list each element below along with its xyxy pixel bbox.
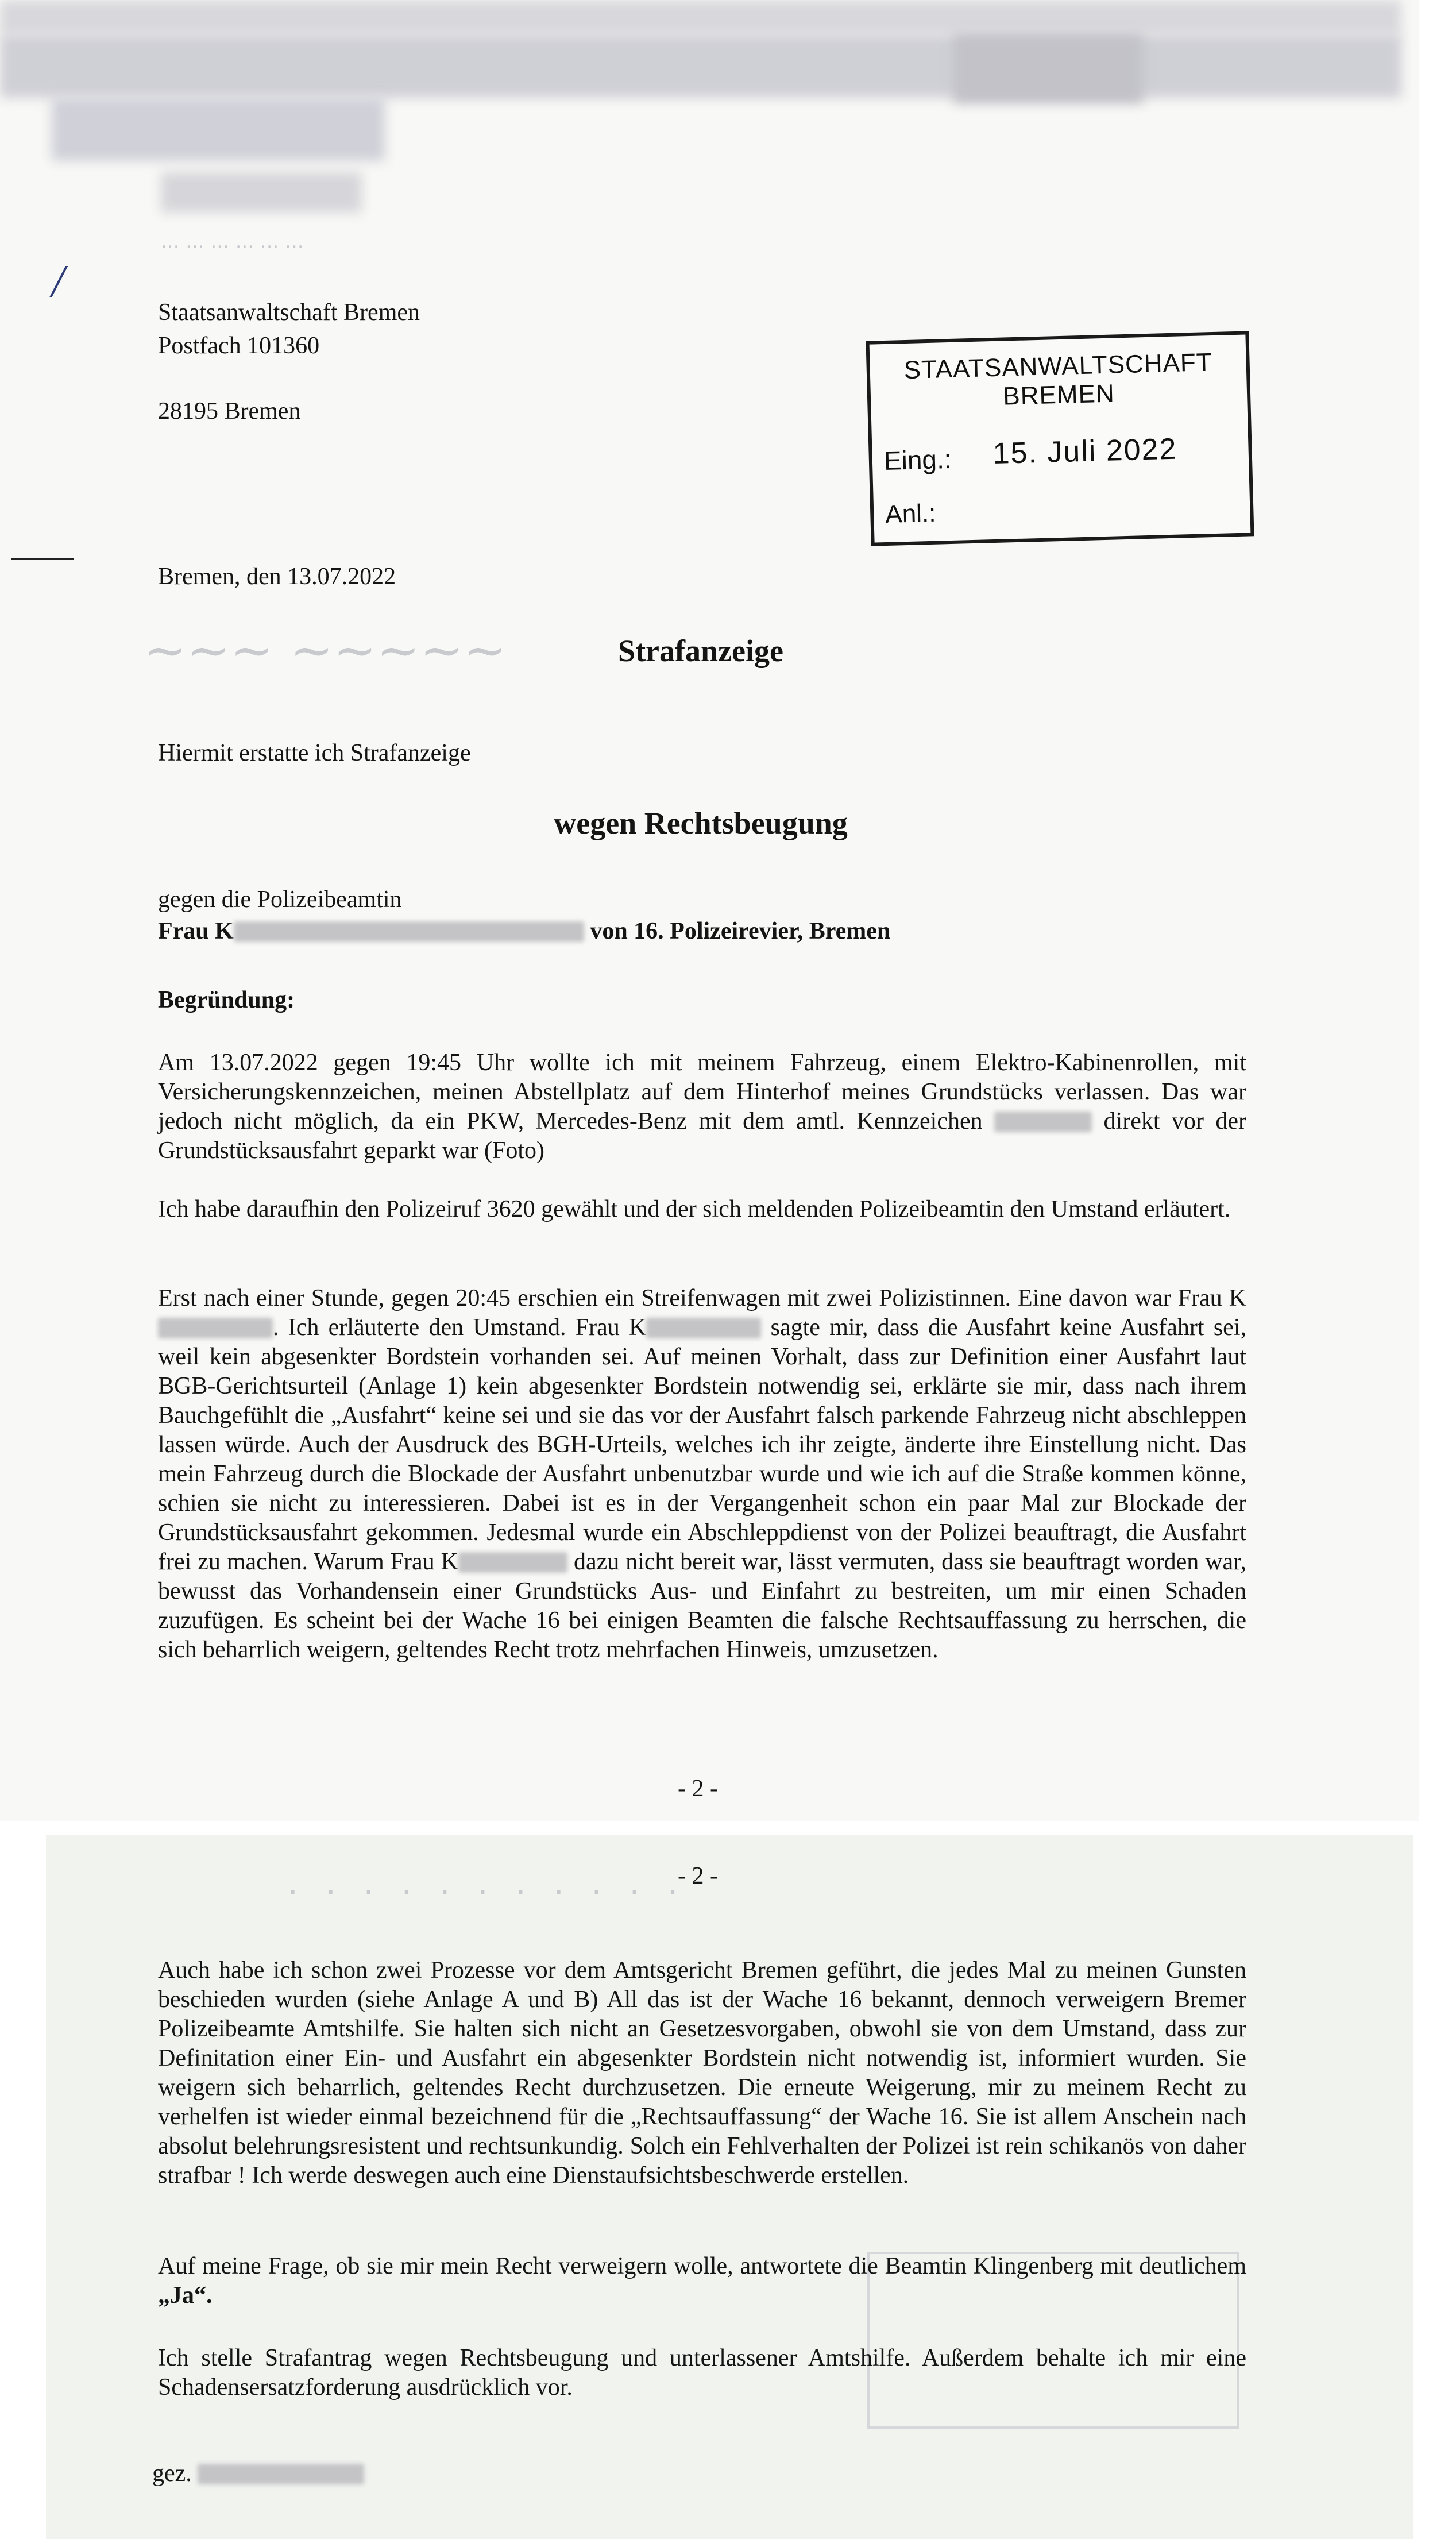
paragraph-police-call-text: Ich habe daraufhin den Polizeiruf 3620 gewählt und der sich meldenden Polizeibeamtin den Umstand erläutert.	[158, 1196, 1231, 1222]
page-number: - 2 -	[678, 1776, 718, 1802]
letter-page-2	[46, 1835, 1413, 2539]
paragraph-incident	[158, 1048, 1246, 1166]
against-line: gegen die Polizeibeamtin	[158, 886, 402, 913]
bleed-through-text: · · · · · · · · · · ·	[287, 1873, 686, 1913]
redacted-sender-contact	[953, 34, 1143, 103]
paragraph-police-call	[158, 1195, 1246, 1224]
paragraph-events-text-4: dazu nicht bereit war, lässt vermuten, dass sie beauftragt worden war, bewusst das Vorhandensein einer Grundstücks Aus- und Einfahrt zu bestreiten, um mir einen Schaden zuzufügen. Es scheint bei der Wache 16 bei einigen Beamten die falsche Rechtsauffassung zu herrschen, die sich beharrlich weigern, geltendes Recht trotz mehrfachen Hinweis, umzusetzen.	[158, 1549, 1246, 1663]
officer-suffix: von 16. Polizeirevier, Bremen	[590, 918, 891, 944]
stamp-attachments-label: Anl.:	[885, 499, 937, 528]
paragraph-prior-cases	[158, 1956, 1246, 2190]
recipient-name: Staatsanwaltschaft Bremen	[158, 299, 420, 326]
bleed-through-text: ··· ··· ··· ··· ··· ···	[161, 236, 304, 258]
redacted-license-plate	[994, 1112, 1092, 1132]
redacted-header-band	[0, 34, 1401, 98]
redacted-sender-block	[52, 98, 385, 161]
recipient-city: 28195 Bremen	[158, 398, 301, 425]
pen-mark: /	[52, 256, 65, 307]
officer-prefix: Frau K	[158, 918, 234, 944]
redacted-officer-name	[646, 1318, 761, 1338]
redacted-header-band	[0, 0, 1401, 34]
recipient-postbox: Postfach 101360	[158, 333, 320, 359]
stamp-received-date: 15. Juli 2022	[992, 432, 1178, 471]
paragraph-incident-text: Am 13.07.2022 gegen 19:45 Uhr wollte ich mit meinem Fahrzeug, einem Elektro-Kabinenrollen, mit Versicherungskennzeichen, meinen Abstellplatz auf dem Hinterhof meines Grundstücks verlassen. Das war jedoch nicht möglich, da ein PKW, Mercedes-Benz mit dem amtl. Kennzeichen	[158, 1049, 1246, 1135]
redacted-officer-name	[158, 1318, 273, 1338]
paragraph-events-text-2: . Ich erläuterte den Umstand. Frau K	[273, 1314, 647, 1341]
signature-line	[152, 2459, 364, 2489]
redacted-officer-name	[234, 921, 584, 942]
paragraph-prior-cases-text: Auch habe ich schon zwei Prozesse vor dem Amtsgericht Bremen geführt, die jedes Mal zu meinen Gunsten beschieden wurden (siehe Anlage A und B) All das ist der Wache 16 bekannt, dennoch verweigern Bremer Polizeibeamte Amtshilfe. Sie halten sich nicht an Gesetzesvorgaben, obwohl sie von dem Umstand, dass zur Definitation einer Ein- und Ausfahrt ein abgesenkter Bordstein nicht notwendig ist, informiert wurden. Sie weigern sich beharrlich, geltendes Recht durchzusetzen. Die erneute Weigerung, mir zu meinem Recht zu verhelfen ist wieder einmal bezeichnend für die „Rechtsauffassung“ der Wache 16. Sie ist allem Anschein nach absolut belehrungsresistent und rechtsunkundig. Solch ein Fehlverhalten der Polizei ist rein schikanös von daher strafbar ! Ich werde deswegen auch eine Dienstaufsichtsbeschwerde erstellen.	[158, 1957, 1246, 2189]
paragraph-question-text: Auf meine Frage, ob sie mir mein Recht verweigern wolle, antwortete die Beamtin Klingenberg mit deutlichem	[158, 2253, 1246, 2279]
redacted-sender-line	[161, 172, 362, 213]
paragraph-events	[158, 1284, 1246, 1665]
answer-ja: „Ja“.	[158, 2282, 213, 2309]
page-number: - 2 -	[678, 1863, 718, 1889]
reason-heading: Begründung:	[158, 987, 295, 1013]
letter-date: Bremen, den 13.07.2022	[158, 564, 396, 590]
redacted-signature-name	[198, 2464, 364, 2484]
document-title: Strafanzeige	[618, 634, 783, 668]
fold-mark	[11, 558, 74, 560]
paragraph-events-text-3: sagte mir, dass die Ausfahrt keine Ausfahrt sei, weil kein abgesenkter Bordstein vorhanden sei. Auf meinen Vorhalt, dass zur Definition einer Ausfahrt laut BGB-Gerichtsurteil (Anlage 1) kein abgesenkter Bordstein notwendig sei, erklärte sie mir, dass nach ihrem Bauchgefühlt die „Ausfahrt“ keine sei und sie das vor der Ausfahrt falsch parkende Fahrzeug nicht abschleppen lassen würde. Auch der Ausdruck des BGH-Urteils, welches ich ihr zeigte, änderte ihre Einstellung nicht. Das mein Fahrzeug durch die Blockade der Ausfahrt unbenutzbar wurde und wie ich auf die Straße kommen könne, schien sie nicht zu interessieren. Dabei ist es in der Vergangenheit schon ein paar Mal zur Blockade der Grundstücksausfahrt gekommen. Jedesmal wurde ein Abschleppdienst von der Polizei beauftragt, die Ausfahrt frei zu machen. Warum Frau K	[158, 1314, 1246, 1575]
stamp-received-label: Eing.:	[883, 443, 952, 476]
receipt-stamp	[866, 331, 1254, 546]
bleed-through-handwriting: ~~~ ~~~~~	[144, 620, 507, 681]
subject-line: wegen Rechtsbeugung	[554, 806, 848, 840]
redacted-officer-name	[458, 1552, 567, 1573]
paragraph-question	[158, 2252, 1246, 2310]
stamp-office: STAATSANWALTSCHAFT BREMEN	[903, 348, 1213, 411]
paragraph-criminal-complaint-text: Ich stelle Strafantrag wegen Rechtsbeugung und unterlassener Amtshilfe. Außerdem behalte ich mir eine Schadensersatzforderung ausdrücklich vor.	[158, 2345, 1246, 2401]
paragraph-criminal-complaint	[158, 2344, 1246, 2402]
paragraph-events-text-1: Erst nach einer Stunde, gegen 20:45 erschien ein Streifenwagen mit zwei Polizistinnen. Eine davon war Frau K	[158, 1285, 1246, 1311]
signature-label: gez.	[152, 2460, 192, 2487]
intro-line: Hiermit erstatte ich Strafanzeige	[158, 740, 471, 766]
paragraph-incident-text-end: direkt vor der Grundstücksausfahrt geparkt war (Foto)	[158, 1108, 1247, 1164]
accused-officer-line	[158, 916, 890, 947]
